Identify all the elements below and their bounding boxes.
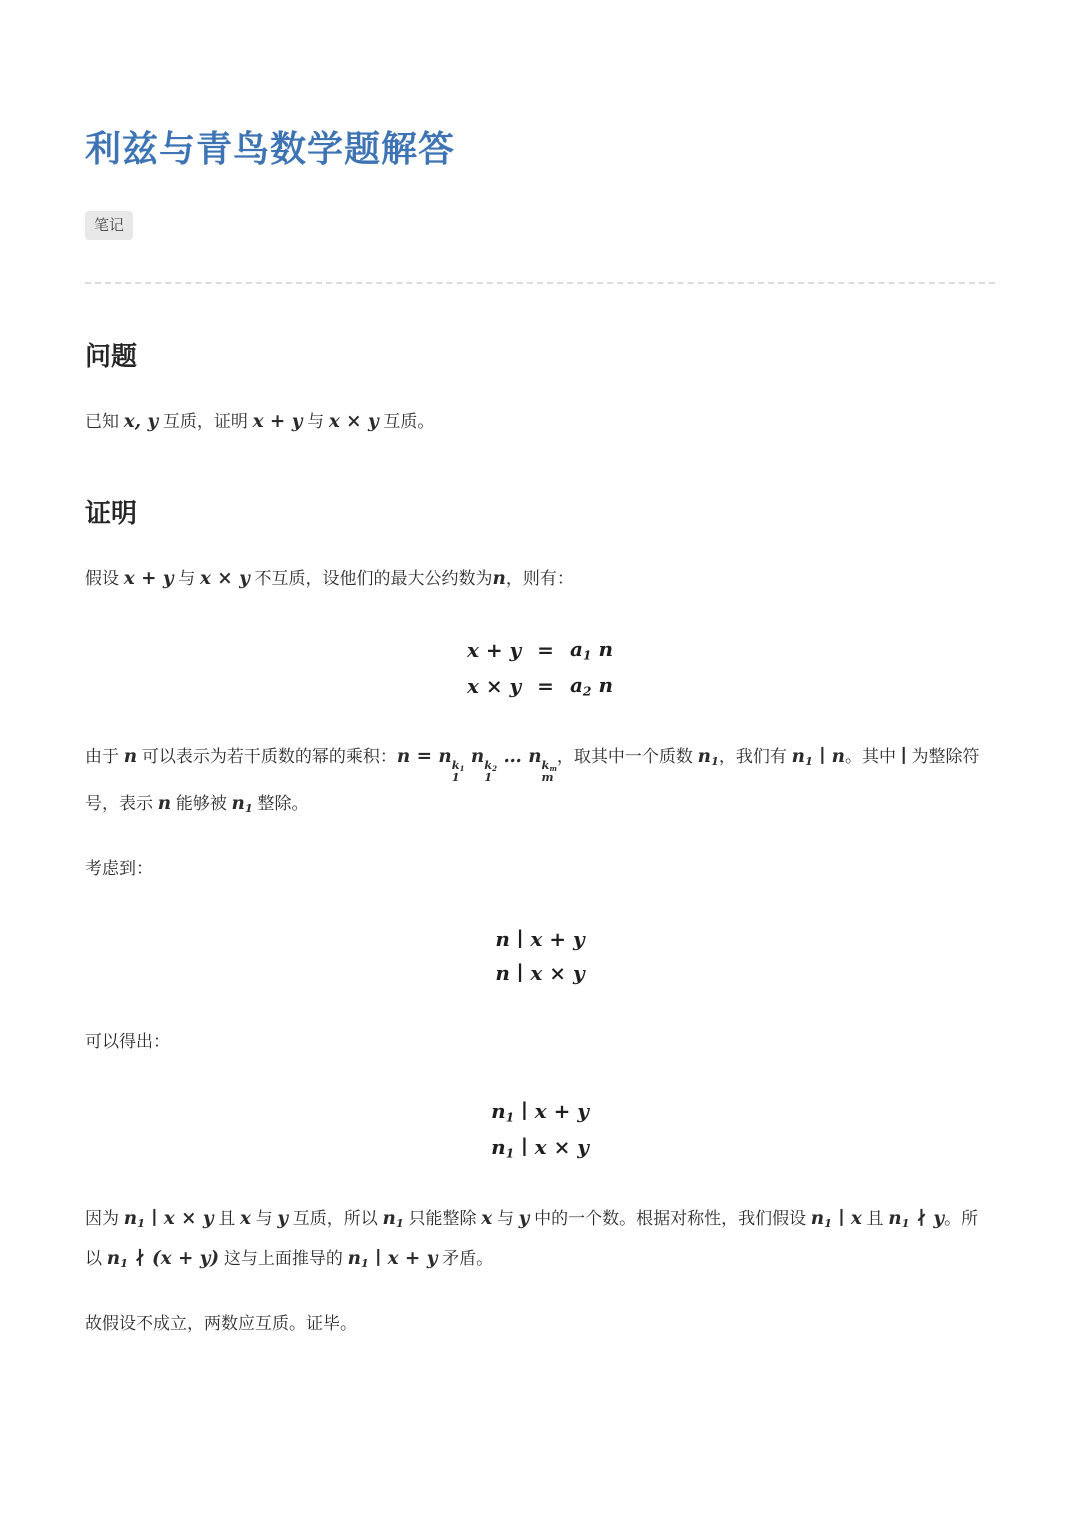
math-row [491,1094,589,1129]
page-title: 利兹与青鸟数学题解答 [85,128,456,169]
text-run: 且 [861,1209,889,1229]
math-row [495,922,584,956]
article-body [85,340,995,1343]
text-run: 因为 [85,1209,124,1229]
text-run: 互质。 [378,411,435,431]
text-run: 只能整除 [403,1209,482,1229]
math-cell: n ∣ x × y [495,960,585,985]
paragraph [85,402,995,441]
text-run: 与 [302,411,329,431]
math-cell: x × y [466,673,522,698]
inline-math: n1 ∤ y [888,1208,945,1231]
text-run: 假设 [85,568,124,588]
inline-math: n1 ∣ x [810,1208,862,1231]
math-row [491,1130,589,1165]
text-run: 。其中 [845,747,901,767]
text-run: ，取其中一个质数 [556,747,698,767]
math-row [495,956,584,990]
inline-math: n1 ∣ x + y [347,1247,438,1270]
inline-math: n [157,792,172,814]
inline-math: n [123,746,138,768]
section-heading: 问题 [85,340,138,371]
inline-math: y [518,1208,530,1230]
text-run: 整除。 [252,793,309,813]
paragraph [85,559,995,598]
text-run: 由于 [85,747,124,767]
text-run: 已知 [85,411,124,431]
text-run: ，则有： [505,568,574,588]
inline-math: x [481,1208,493,1230]
text-run: 这与上面推导的 [219,1248,348,1268]
math-table [495,922,584,990]
inline-math: n1 [382,1208,404,1231]
math-cell: a1 n [569,637,614,663]
text-run: 中的一个数。根据对称性，我们假设 [529,1209,811,1229]
text-run: 故假设不成立，两数应互质。证毕。 [85,1314,357,1334]
text-run: 不互质，设他们的最大公约数为 [249,568,493,588]
math-cell: = [537,638,554,663]
inline-math: x [240,1208,251,1230]
text-run: 与 [173,568,200,588]
text-run: 为整除符号，表示 [85,747,980,813]
math-cell: = [537,673,554,698]
note-tag-chip[interactable]: 笔记 [85,211,133,240]
inline-math: ∣ [900,746,907,768]
text-run: ，我们有 [718,747,792,767]
math-subsup: k2 1 [484,757,498,784]
text-run: 可以表示为若干质数的幂的乘积： [137,747,397,767]
dashed-divider [85,282,995,284]
math-row [467,668,613,703]
text-run: 互质，证明 [158,411,253,431]
tag-row [85,211,995,240]
text-run: 与 [250,1209,278,1229]
inline-math: n1 ∤ (x + y) [106,1247,220,1270]
math-block [85,922,995,990]
math-subsup: k1 1 [451,757,465,784]
math-cell: n ∣ x + y [495,926,585,951]
inline-math: x + y [123,567,174,589]
math-cell: n1 ∣ x × y [491,1134,589,1161]
math-cell: a2 n [569,672,614,699]
text-run: 且 [213,1209,240,1229]
paragraph [85,851,995,888]
inline-math: n = n k1 1 n k2 1 … n km m [396,746,557,784]
math-cell: n1 ∣ x + y [491,1099,589,1125]
inline-math: n1 ∣ x × y [123,1208,214,1231]
math-subsup: km m [541,757,557,784]
paragraph [85,1024,995,1061]
paragraph [85,1199,995,1278]
text-run: 可以得出： [85,1031,170,1051]
text-run: 考虑到： [85,859,153,879]
inline-math: x + y [252,410,303,432]
inline-math: x, y [123,410,159,432]
inline-math: x × y [328,410,379,432]
text-run: 。所以 [85,1209,979,1268]
inline-math: x × y [199,567,250,589]
inline-math: n1 [697,746,719,769]
inline-math: n1 ∣ n [791,746,846,769]
math-table [467,632,613,703]
math-cell: x + y [466,638,522,663]
text-run: 能够被 [171,793,232,813]
text-run: 互质，所以 [288,1209,383,1229]
paragraph [85,737,995,823]
math-block [85,632,995,703]
text-run: 矛盾。 [437,1248,494,1268]
inline-math: n [492,567,506,589]
paragraph [85,1306,995,1343]
math-row [467,632,613,667]
math-table [491,1094,589,1165]
text-run: 与 [492,1209,519,1229]
inline-math: n1 [231,792,253,816]
inline-math: y [277,1208,289,1230]
math-block [85,1094,995,1165]
section-heading: 证明 [85,498,138,529]
